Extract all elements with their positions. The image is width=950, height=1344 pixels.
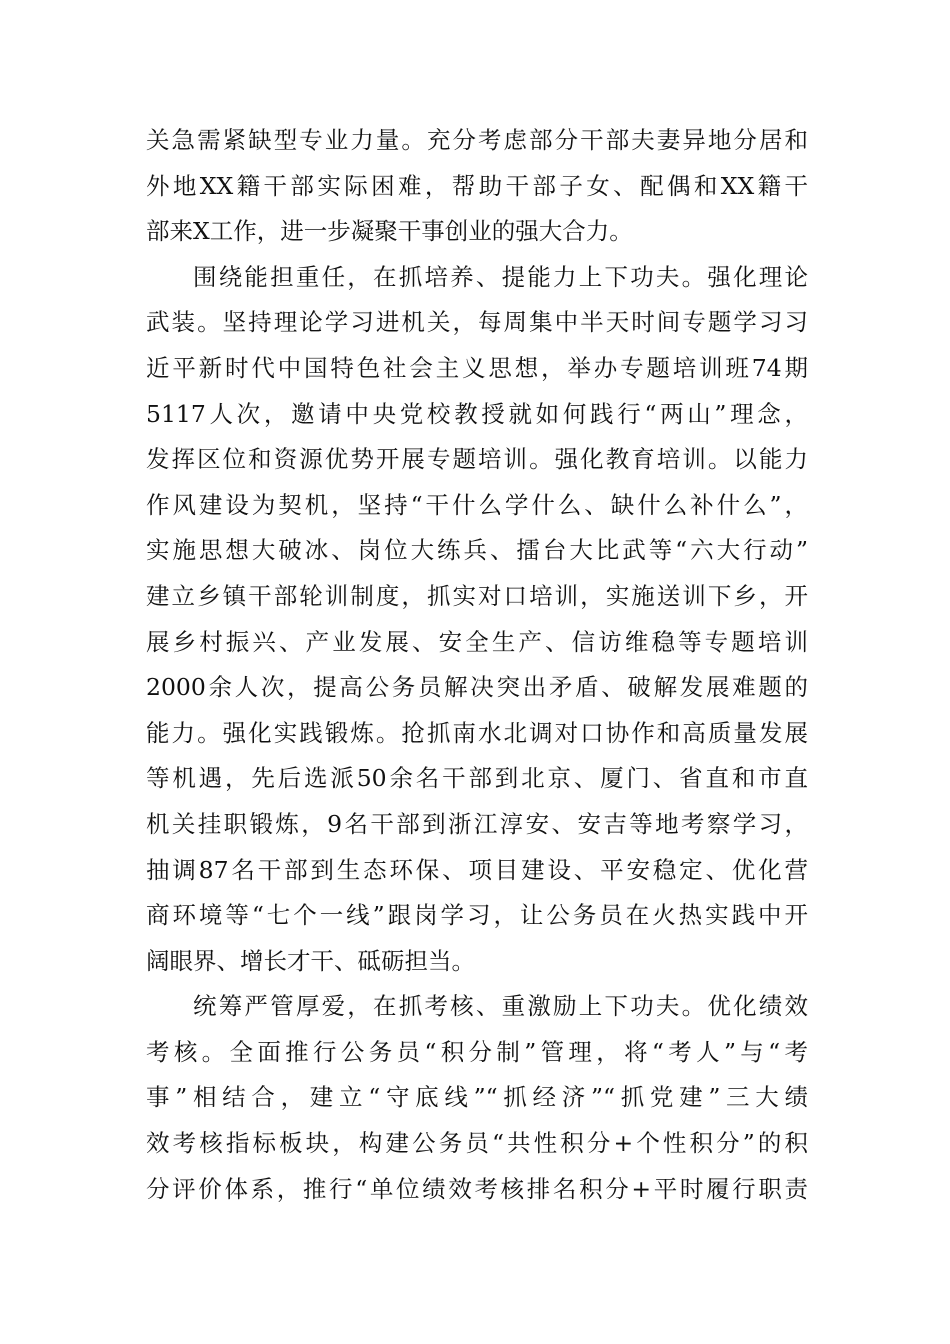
text-line: 抽调87名干部到生态环保、项目建设、平安稳定、优化营 [146,855,808,884]
text-line: 2000余人次，提高公务员解决突出矛盾、破解发展难题的 [146,673,808,702]
text-line: 实施思想大破冰、岗位大练兵、擂台大比武等“六大行动” [146,536,808,565]
text-line: 围绕能担重任，在抓培养、提能力上下功夫。强化理论 [193,262,808,291]
text-line: 部来X工作，进一步凝聚干事创业的强大合力。 [146,217,633,246]
text-line: 考核。全面推行公务员“积分制”管理，将“考人”与“考 [146,1037,808,1066]
text-line: 效考核指标板块，构建公务员“共性积分+个性积分”的积 [146,1129,808,1158]
text-line: 近平新时代中国特色社会主义思想，举办专题培训班74期 [146,353,808,382]
text-line: 发挥区位和资源优势开展专题培训。强化教育培训。以能力 [146,445,808,474]
document-body [146,118,808,1212]
text-line: 展乡村振兴、产业发展、安全生产、信访维稳等专题培训 [146,627,808,656]
text-line: 5117人次，邀请中央党校教授就如何践行“两山”理念， [146,399,808,428]
paragraph-2 [146,255,808,985]
text-line: 能力。强化实践锻炼。抢抓南水北调对口协作和高质量发展 [146,718,808,747]
text-line: 关急需紧缺型专业力量。充分考虑部分干部夫妻异地分居和 [146,126,808,154]
text-line: 事”相结合，建立“守底线”“抓经济”“抓党建”三大绩 [146,1083,808,1112]
paragraph-3 [146,984,808,1212]
text-line: 作风建设为契机，坚持“干什么学什么、缺什么补什么”， [146,490,808,519]
text-line: 阔眼界、增长才干、砥砺担当。 [146,946,475,975]
text-line: 分评价体系，推行“单位绩效考核排名积分+平时履行职责 [146,1174,808,1203]
text-line: 机关挂职锻炼，9名干部到浙江淳安、安吉等地考察学习， [146,809,808,838]
text-line: 等机遇，先后选派50余名干部到北京、厦门、省直和市直 [146,764,808,793]
text-line: 商环境等“七个一线”跟岗学习，让公务员在火热实践中开 [146,901,808,930]
text-line: 武装。坚持理论学习进机关，每周集中半天时间专题学习习 [146,308,808,337]
text-line: 外地XX籍干部实际困难，帮助干部子女、配偶和XX籍干 [146,171,808,200]
text-line: 建立乡镇干部轮训制度，抓实对口培训，实施送训下乡，开 [146,581,808,610]
paragraph-1 [146,118,808,255]
text-line: 统筹严管厚爱，在抓考核、重激励上下功夫。优化绩效 [193,992,808,1021]
